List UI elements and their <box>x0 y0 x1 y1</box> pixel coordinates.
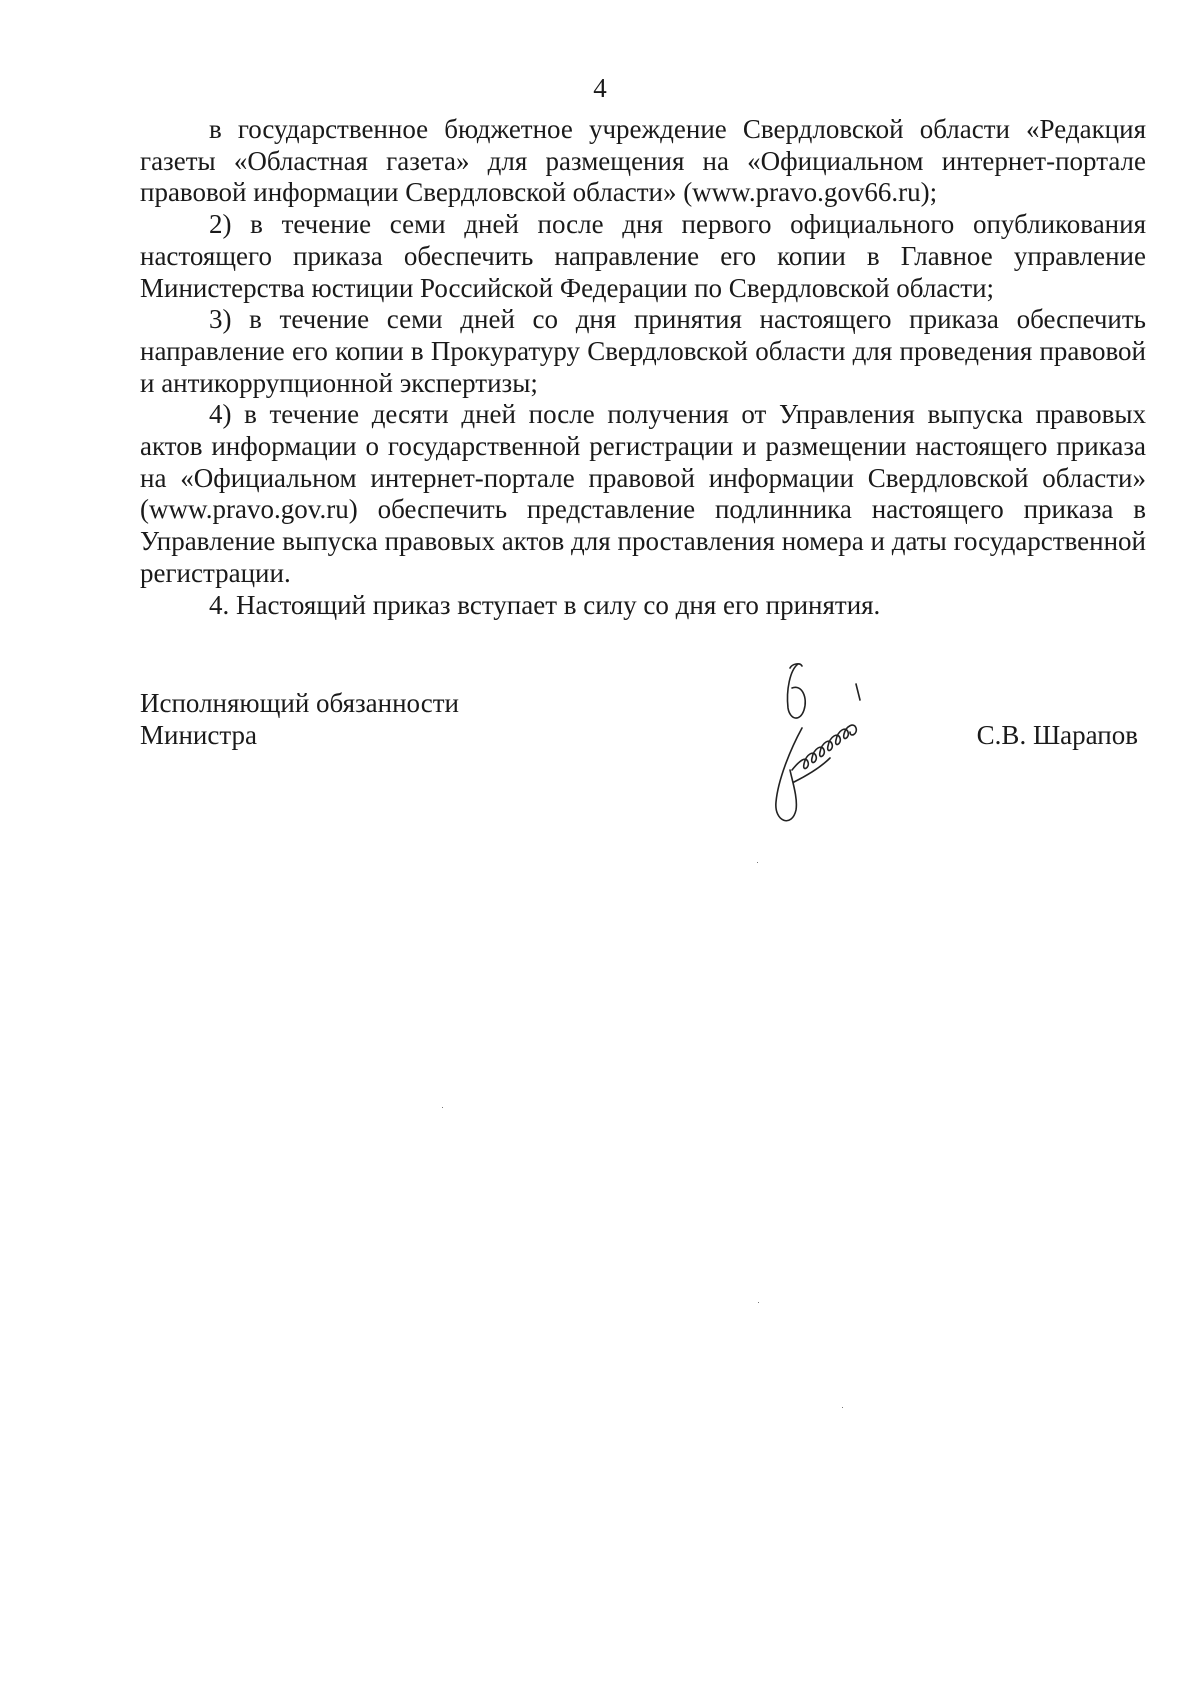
scan-speck <box>442 1107 443 1108</box>
handwritten-signature-icon <box>770 660 880 830</box>
paragraph-3: 3) в течение семи дней со дня принятия настоящего приказа обеспечить направление его копии в Прокуратуру Свердловской области для проведения правовой и антикоррупционной экспертизы; <box>140 304 1146 398</box>
page-number: 4 <box>593 73 607 103</box>
signatory-role <box>140 687 459 751</box>
scan-speck <box>757 862 758 863</box>
signature-block <box>140 687 1146 837</box>
paragraph-2: 2) в течение семи дней после дня первого официального опубликования настоящего приказа обеспечить направление его копии в Главное управление Министерства юстиции Российской Федерации по Свердловской области; <box>140 209 1146 303</box>
scan-speck <box>758 1302 759 1303</box>
scan-speck <box>842 1407 843 1408</box>
signatory-name: С.В. Шарапов <box>976 720 1138 750</box>
document-body <box>140 114 1146 621</box>
paragraph-1: в государственное бюджетное учреждение Свердловской области «Редакция газеты «Областная газета» для размещения на «Официальном интернет-портале правовой информации Свердловской области» (www.pravo.gov66.ru); <box>140 114 1146 208</box>
signatory-role-line-1: Исполняющий обязанности <box>140 688 459 718</box>
paragraph-4: 4) в течение десяти дней после получения от Управления выпуска правовых актов информации о государственной регистрации и размещении настоящего приказа на «Официальном интернет-портале правовой информации Свердловской области» (www.pravo.gov.ru) обеспечить представление подлинника настоящего приказа в Управление выпуска правовых актов для проставления номера и даты государственной регистрации. <box>140 399 1146 588</box>
paragraph-5: 4. Настоящий приказ вступает в силу со дня его принятия. <box>209 589 881 620</box>
signatory-role-line-2: Министра <box>140 720 257 750</box>
